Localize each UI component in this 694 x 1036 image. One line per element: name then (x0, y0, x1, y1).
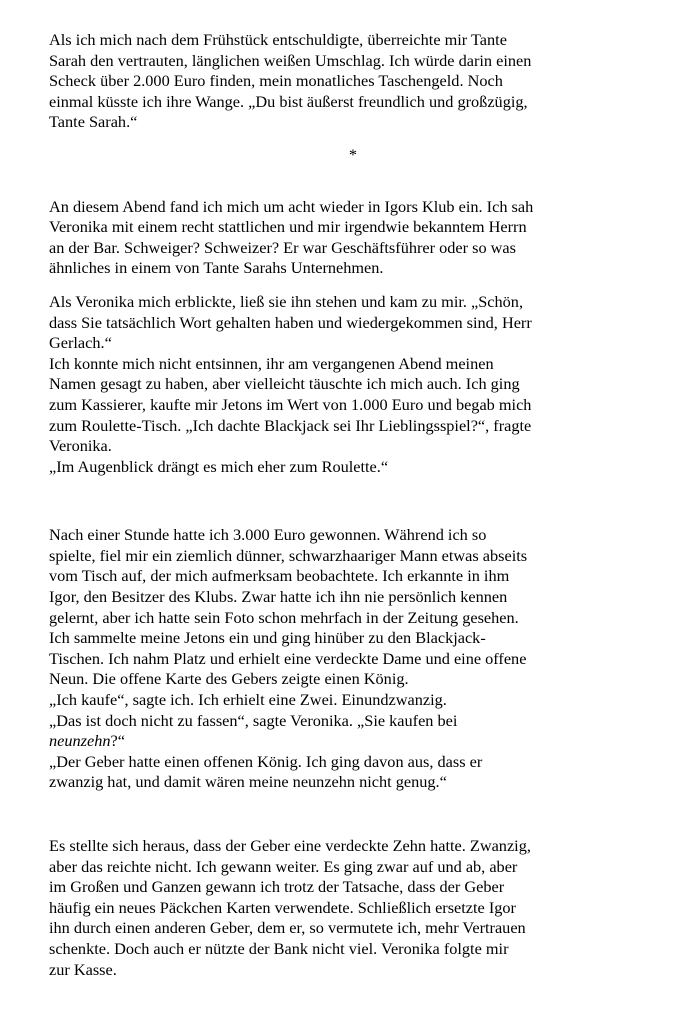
text-line: ähnliches in einem von Tante Sarahs Unternehmen. (49, 258, 384, 278)
paragraph-breakfast (49, 30, 639, 133)
italic-tail: ?“ (110, 731, 125, 751)
spacer (49, 279, 639, 292)
paragraph-evening (49, 197, 639, 279)
text-line: Tante Sarah.“ (49, 112, 138, 132)
spacer (49, 166, 639, 197)
text-line: Igor, den Besitzer des Klubs. Zwar hatte ich ihn nie persönlich kennen (49, 587, 508, 607)
text-line: gelernt, aber ich hatte sein Foto schon mehrfach in der Zeitung gesehen. (49, 607, 519, 627)
text-line: häufig ein neues Päckchen Karten verwendete. Schließlich ersetzte Igor (49, 897, 516, 917)
document-page (49, 30, 639, 980)
text-line: Als ich mich nach dem Frühstück entschuldigte, überreichte mir Tante (49, 30, 507, 49)
text-line: aber das reichte nicht. Ich gewann weiter. Es ging zwar auf und ab, aber (49, 856, 518, 876)
paragraph-cashier (49, 836, 639, 980)
text-line: Es stellte sich heraus, dass der Geber eine verdeckte Zehn hatte. Zwanzig, (49, 836, 531, 855)
text-line: Nach einer Stunde hatte ich 3.000 Euro gewonnen. Während ich so (49, 525, 487, 545)
text-line: im Großen und Ganzen gewann ich trotz der Tatsache, dass der Geber (49, 877, 505, 897)
text-line: zur Kasse. (49, 959, 117, 979)
text-line: Als Veronika mich erblickte, ließ sie ihn stehen und kam zu mir. „Schön, (49, 291, 524, 311)
text-line: Ich sammelte meine Jetons ein und ging hinüber zu den Blackjack- (49, 628, 486, 648)
text-line: Namen gesagt zu haben, aber vielleicht täuschte ich mich auch. Ich ging (49, 374, 520, 394)
text-line: zum Roulette-Tisch. „Ich dachte Blackjack sei Ihr Lieblingsspiel?“, fragte (49, 415, 532, 435)
text-line: zum Kassierer, kaufte mir Jetons im Wert von 1.000 Euro und begab mich (49, 394, 532, 414)
text-line: „Das ist doch nicht zu fassen“, sagte Veronika. „Sie kaufen bei (49, 710, 458, 730)
text-line: „Im Augenblick drängt es mich eher zum Roulette.“ (49, 456, 389, 476)
text-line: zwanzig hat, und damit wären meine neunzehn nicht genug.“ (49, 772, 447, 792)
spacer (49, 793, 639, 836)
italic-word: neunzehn (49, 731, 111, 751)
text-line: Neun. Die offene Karte des Gebers zeigte einen König. (49, 669, 409, 689)
text-line: vom Tisch auf, der mich aufmerksam beobachtete. Ich erkannte in ihm (49, 566, 510, 586)
spacer (49, 477, 639, 525)
text-line: Gerlach.“ (49, 333, 112, 353)
text-line: An diesem Abend fand ich mich um acht wieder in Igors Klub ein. Ich sah (49, 196, 534, 216)
text-line: ihn durch einen anderen Geber, dem er, so vermutete ich, mehr Vertrauen (49, 918, 526, 938)
text-line: Sarah den vertrauten, länglichen weißen Umschlag. Ich würde darin einen (49, 50, 532, 70)
text-line: „Der Geber hatte einen offenen König. Ich ging davon aus, dass er (49, 751, 483, 771)
paragraph-blackjack (49, 525, 639, 793)
text-line: dass Sie tatsächlich Wort gehalten haben und wiedergekommen sind, Herr (49, 312, 532, 332)
text-line: einmal küsste ich ihre Wange. „Du bist äußerst freundlich und großzügig, (49, 91, 528, 111)
paragraph-veronika (49, 292, 639, 477)
text-line: spielte, fiel mir ein ziemlich dünner, schwarzhaariger Mann etwas abseits (49, 545, 528, 565)
text-line: „Ich kaufe“, sagte ich. Ich erhielt eine Zwei. Einundzwanzig. (49, 690, 447, 710)
text-line-italic (49, 731, 639, 752)
text-line: Scheck über 2.000 Euro finden, mein monatliches Taschengeld. Noch (49, 71, 503, 91)
section-separator: * (348, 144, 358, 164)
text-line: Ich konnte mich nicht entsinnen, ihr am vergangenen Abend meinen (49, 353, 494, 373)
text-line: schenkte. Doch auch er nützte der Bank nicht viel. Veronika folgte mir (49, 938, 509, 958)
text-line: an der Bar. Schweiger? Schweizer? Er war Geschäftsführer oder so was (49, 237, 516, 257)
text-line: Veronika. (49, 436, 112, 456)
text-line: Veronika mit einem recht stattlichen und mir irgendwie bekanntem Herrn (49, 217, 527, 237)
text-line: Tischen. Ich nahm Platz und erhielt eine verdeckte Dame und eine offene (49, 648, 527, 668)
